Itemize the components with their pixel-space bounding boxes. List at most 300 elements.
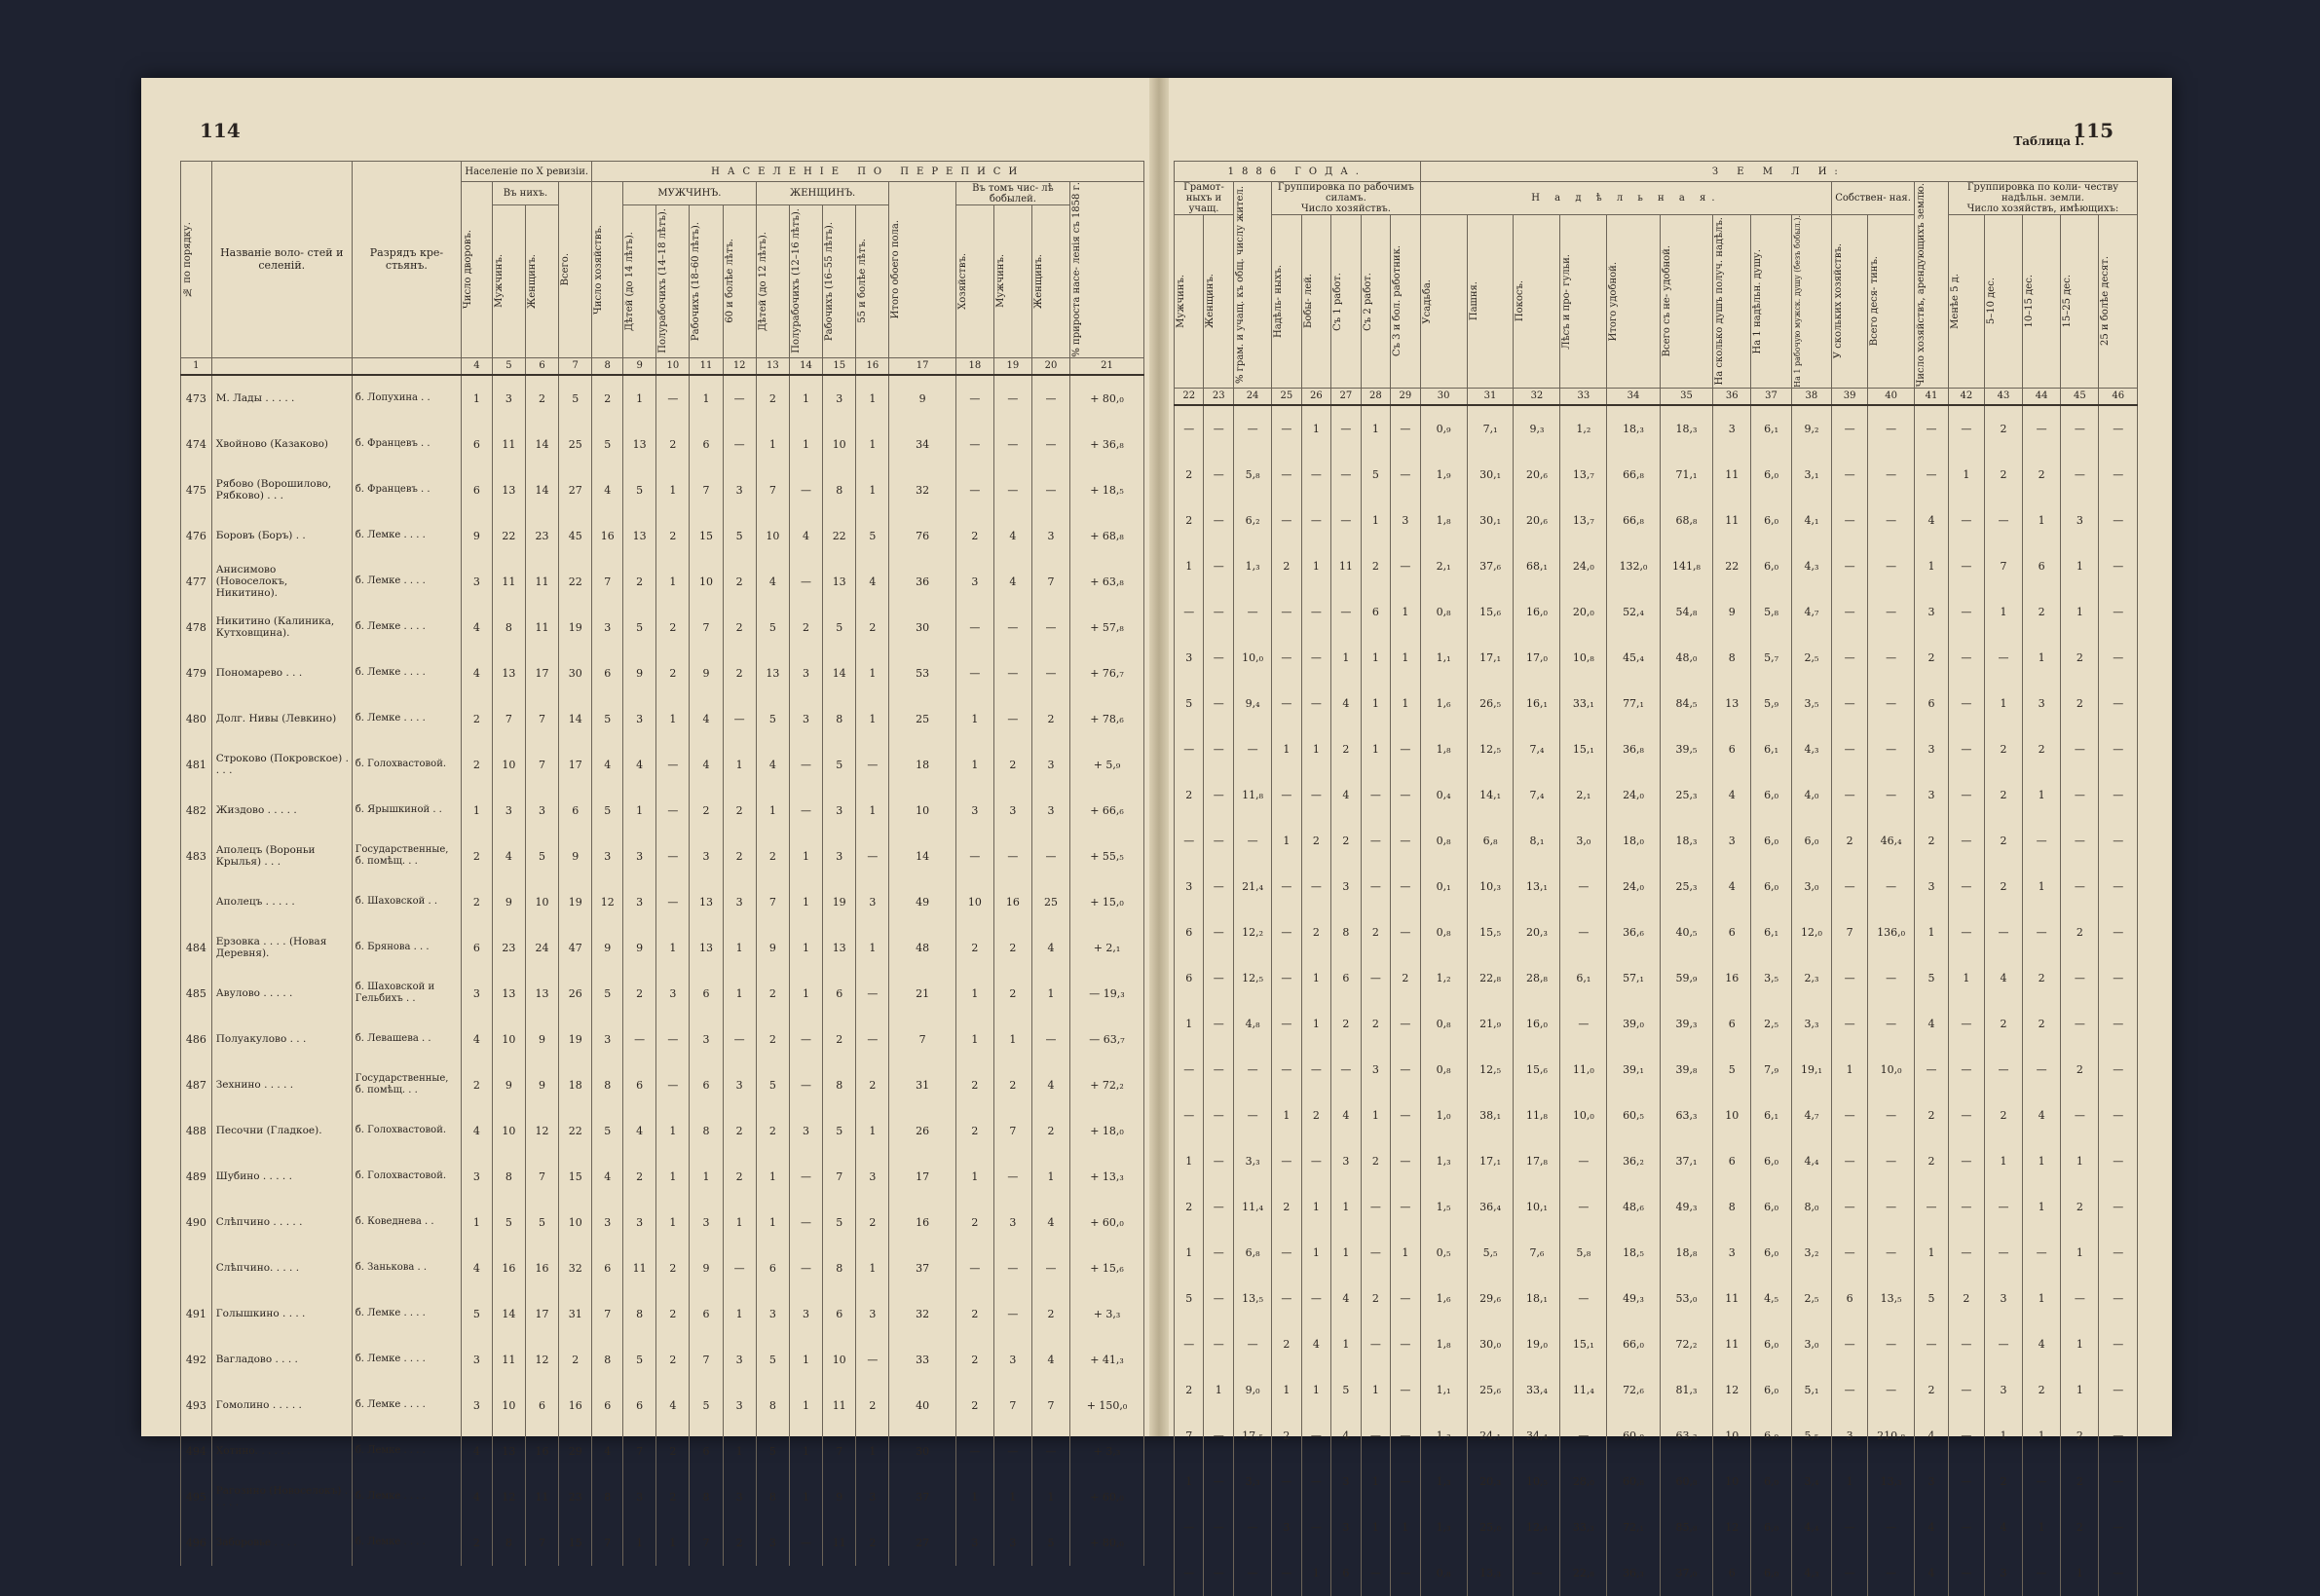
data-cell: 54,₈ xyxy=(1660,589,1712,635)
data-cell: 15,₁ xyxy=(1560,1321,1607,1367)
data-cell: 4 xyxy=(1915,1001,1949,1047)
data-cell: — xyxy=(656,1017,690,1062)
col-number: 40 xyxy=(1868,388,1915,405)
data-cell: 1 xyxy=(1301,1367,1330,1413)
data-cell: 37,₀ xyxy=(1660,1550,1712,1596)
data-cell: 2 xyxy=(955,1383,993,1429)
data-cell: 1,₃ xyxy=(1420,1413,1467,1459)
peasant-category: б. Лемке . . . . xyxy=(352,1429,461,1474)
data-cell: 11,₄ xyxy=(1233,1184,1271,1230)
hdr-women-rev: Женщинъ. xyxy=(525,205,558,358)
data-cell: 52,₄ xyxy=(1607,589,1660,635)
data-cell: 15,₁ xyxy=(1560,726,1607,772)
data-cell: 2 xyxy=(2023,1001,2061,1047)
data-cell: 5 xyxy=(592,788,623,834)
data-cell: — xyxy=(1204,955,1233,1001)
village-name: Заборовье . . . . xyxy=(211,1520,352,1566)
hdr-grp-3: Съ 3 и бол. работник. xyxy=(1391,215,1421,389)
data-cell: 1 xyxy=(993,1017,1031,1062)
data-cell: 1,₂ xyxy=(1420,955,1467,1001)
data-cell: 2 xyxy=(623,971,656,1017)
peasant-category: б. Лемке . . . . xyxy=(352,650,461,696)
data-cell: 16,₀ xyxy=(1514,1001,1560,1047)
data-cell: — xyxy=(1832,1550,1868,1596)
table-row xyxy=(1175,1504,2138,1550)
data-cell: 1 xyxy=(462,375,493,422)
data-cell: 0,₄ xyxy=(1420,772,1467,818)
row-number: 487 xyxy=(181,1062,212,1108)
col-number: 15 xyxy=(823,357,856,375)
data-cell: 9 xyxy=(492,1062,525,1108)
data-cell: — xyxy=(1331,405,1361,452)
data-cell: 17 xyxy=(889,1154,955,1200)
table-row xyxy=(1175,1459,2138,1504)
data-cell: 6 xyxy=(623,1062,656,1108)
data-cell: — xyxy=(1204,864,1233,909)
data-cell: 53 xyxy=(889,650,955,696)
data-cell: 2 xyxy=(462,1062,493,1108)
data-cell: 6,₀ xyxy=(1751,452,1791,498)
data-cell: 15 xyxy=(690,513,723,559)
data-cell: 2 xyxy=(462,834,493,879)
data-cell: — xyxy=(1868,635,1915,681)
village-name: Аполецъ . . . . . xyxy=(211,879,352,925)
data-cell: 3 xyxy=(1331,1504,1361,1550)
data-cell: 3 xyxy=(1832,1413,1868,1459)
data-cell: 5,₈ xyxy=(1751,589,1791,635)
data-cell: 3 xyxy=(1031,742,1069,788)
data-cell: 39,₀ xyxy=(1607,1001,1660,1047)
data-cell: 1 xyxy=(856,925,889,971)
data-cell: — xyxy=(1391,1093,1421,1138)
data-cell: 30 xyxy=(889,1429,955,1474)
data-cell: 3,₀ xyxy=(1791,864,1831,909)
hdr-own-hh: У скольких хозяйствъ. xyxy=(1832,215,1868,389)
row-number: 484 xyxy=(181,925,212,971)
data-cell: 0,₈ xyxy=(1420,1001,1467,1047)
data-cell: — xyxy=(1948,1550,1984,1596)
data-cell: — xyxy=(1204,1230,1233,1276)
data-cell: — xyxy=(1560,864,1607,909)
data-cell: 13,₁ xyxy=(1514,864,1560,909)
data-cell: 16 xyxy=(592,513,623,559)
data-cell: — xyxy=(1272,1276,1301,1321)
data-cell: — xyxy=(2061,1093,2099,1138)
data-cell: 2 xyxy=(1361,909,1390,955)
data-cell: — xyxy=(1233,1550,1271,1596)
data-cell: 6,₀ xyxy=(1751,498,1791,543)
data-cell: 4 xyxy=(1031,925,1069,971)
data-cell: 72,₂ xyxy=(1660,1321,1712,1367)
data-cell: — xyxy=(1175,726,1204,772)
data-cell: — xyxy=(993,422,1031,467)
data-cell: 3 xyxy=(623,1200,656,1245)
data-cell: + 80,₀ xyxy=(1070,375,1144,422)
data-cell: 1 xyxy=(789,1429,822,1474)
data-cell: 1 xyxy=(723,1200,756,1245)
data-cell: — xyxy=(2099,1001,2138,1047)
data-cell: 26 xyxy=(559,971,592,1017)
data-cell: + 76,₇ xyxy=(1070,650,1144,696)
data-cell: — xyxy=(1031,1429,1069,1474)
data-cell: — xyxy=(1233,818,1271,864)
data-cell: 1 xyxy=(1832,1047,1868,1093)
data-cell: — xyxy=(789,1062,822,1108)
table-row xyxy=(1175,1550,2138,1596)
data-cell: — xyxy=(1031,1017,1069,1062)
data-cell: — xyxy=(1948,1321,1984,1367)
data-cell: 4,₀ xyxy=(1791,772,1831,818)
data-cell: 2 xyxy=(993,971,1031,1017)
data-cell: 2 xyxy=(1301,1093,1330,1138)
hdr-grp-1: Съ 1 работ. xyxy=(1331,215,1361,389)
data-cell: 11 xyxy=(492,559,525,605)
data-cell: — xyxy=(1361,772,1390,818)
hdr-dushi: На сколько душъ получ. надѣлъ. xyxy=(1713,215,1751,389)
data-cell: — xyxy=(1948,1504,1984,1550)
hdr-households: Число хозяйствъ. xyxy=(592,182,623,358)
data-cell: 1 xyxy=(1915,909,1949,955)
data-cell: 4 xyxy=(1031,1337,1069,1383)
data-cell: 1,₃ xyxy=(1233,543,1271,589)
data-cell: 4 xyxy=(1331,772,1361,818)
data-cell: 13 xyxy=(623,422,656,467)
data-cell: 3 xyxy=(492,788,525,834)
data-cell: — xyxy=(1272,405,1301,452)
data-cell: 9,₀ xyxy=(1233,1367,1271,1413)
data-cell: 3,₅ xyxy=(1791,681,1831,726)
data-cell: 3 xyxy=(1984,1367,2022,1413)
data-cell: — xyxy=(656,742,690,788)
data-cell: 1,₆ xyxy=(1420,1276,1467,1321)
data-cell: 46,₄ xyxy=(1868,818,1915,864)
data-cell: — xyxy=(1868,1138,1915,1184)
table-row xyxy=(181,1062,1144,1108)
data-cell: 1 xyxy=(1948,955,1984,1001)
data-cell: 12,₅ xyxy=(1467,726,1514,772)
data-cell: 10,₀ xyxy=(1868,1047,1915,1093)
data-cell: 2 xyxy=(2023,452,2061,498)
data-cell: 8 xyxy=(492,605,525,650)
data-cell: 8,₁ xyxy=(1514,818,1560,864)
row-number: 490 xyxy=(181,1200,212,1245)
data-cell: 2 xyxy=(856,1520,889,1566)
data-cell: 1 xyxy=(656,1108,690,1154)
data-cell: 1 xyxy=(955,971,993,1017)
hdr-grp-bob: Бобы- лей. xyxy=(1301,215,1330,389)
col-number: 35 xyxy=(1660,388,1712,405)
hdr-category: Разрядъ кре- стьянъ. xyxy=(352,162,461,358)
data-cell: 3 xyxy=(2023,681,2061,726)
data-cell: 1 xyxy=(656,1200,690,1245)
data-cell: — xyxy=(1868,726,1915,772)
data-cell: 2 xyxy=(1301,909,1330,955)
data-cell: — xyxy=(1301,1413,1330,1459)
hdr-census-band: НАСЕЛЕНІЕ ПО ПЕРЕПИСИ xyxy=(592,162,1144,182)
data-cell: 13 xyxy=(525,971,558,1017)
data-cell: 2,₅ xyxy=(1791,635,1831,681)
data-cell: 4 xyxy=(462,650,493,696)
data-cell: 2 xyxy=(993,1062,1031,1108)
data-cell: 34 xyxy=(889,422,955,467)
data-cell: 7 xyxy=(823,1429,856,1474)
data-cell: — xyxy=(1391,1138,1421,1184)
data-cell: 1 xyxy=(1391,681,1421,726)
data-cell: 2 xyxy=(1984,864,2022,909)
data-cell: 1 xyxy=(789,834,822,879)
data-cell: 1 xyxy=(2061,1138,2099,1184)
col-number: 43 xyxy=(1984,388,2022,405)
data-cell: 11 xyxy=(823,1383,856,1429)
data-cell: — xyxy=(1331,452,1361,498)
table-row xyxy=(1175,772,2138,818)
table-label: Таблица I. xyxy=(2013,134,2084,148)
data-cell: 20,₆ xyxy=(1514,498,1560,543)
data-cell: 11 xyxy=(525,605,558,650)
data-cell: 9 xyxy=(690,1245,723,1291)
data-cell: — xyxy=(1272,452,1301,498)
data-cell: 4 xyxy=(592,467,623,513)
data-cell: — xyxy=(1948,1230,1984,1276)
data-cell: — xyxy=(1391,772,1421,818)
data-cell: — xyxy=(1948,1047,1984,1093)
data-cell: 1 xyxy=(1331,1184,1361,1230)
peasant-category: б. Францевъ . . xyxy=(352,422,461,467)
data-cell: + 66,₆ xyxy=(1070,788,1144,834)
data-cell: — xyxy=(1175,1321,1204,1367)
data-cell: 1 xyxy=(789,971,822,1017)
data-cell: 7 xyxy=(525,742,558,788)
data-cell: 11 xyxy=(623,1245,656,1291)
data-cell: 2 xyxy=(1175,772,1204,818)
data-cell: + 150,₀ xyxy=(1070,1383,1144,1429)
data-cell: 1 xyxy=(1175,1230,1204,1276)
data-cell: 2 xyxy=(723,1520,756,1566)
data-cell: 1 xyxy=(1175,1459,1204,1504)
table-row xyxy=(1175,1321,2138,1367)
data-cell: 1,₈ xyxy=(1420,726,1467,772)
data-cell: 32 xyxy=(559,1245,592,1291)
data-cell: 17 xyxy=(525,650,558,696)
data-cell: 21,₉ xyxy=(1467,1001,1514,1047)
data-cell: 2 xyxy=(1031,696,1069,742)
data-cell: 1 xyxy=(1331,1321,1361,1367)
data-cell: 2 xyxy=(2023,589,2061,635)
col-number: 17 xyxy=(889,357,955,375)
data-cell: 1,₁ xyxy=(1420,635,1467,681)
data-cell: 5 xyxy=(623,467,656,513)
data-cell: 6 xyxy=(1331,1550,1361,1596)
data-cell: 2 xyxy=(955,1337,993,1383)
data-cell: 2 xyxy=(1915,1138,1949,1184)
data-cell: 1 xyxy=(1031,1154,1069,1200)
data-cell: 3,₀ xyxy=(1560,818,1607,864)
data-cell: 2 xyxy=(993,925,1031,971)
data-cell: — xyxy=(2099,726,2138,772)
data-cell: — xyxy=(1391,1459,1421,1504)
data-cell: — xyxy=(1948,1459,1984,1504)
table-row xyxy=(181,1017,1144,1062)
data-cell: 37,₁ xyxy=(1660,1138,1712,1184)
data-cell: — xyxy=(993,1429,1031,1474)
data-cell: 4 xyxy=(690,742,723,788)
data-cell: 25 xyxy=(889,696,955,742)
data-cell: 1 xyxy=(2023,772,2061,818)
data-cell: 4,₃ xyxy=(1791,543,1831,589)
data-cell: 3 xyxy=(462,971,493,1017)
data-cell: — xyxy=(656,879,690,925)
data-cell: 3 xyxy=(2061,498,2099,543)
data-cell: 15,₆ xyxy=(1467,589,1514,635)
data-cell: — xyxy=(2099,772,2138,818)
data-cell: — xyxy=(1361,1413,1390,1459)
peasant-category: б. Лемке . . . . xyxy=(352,1474,461,1520)
data-cell: — xyxy=(993,467,1031,513)
data-cell: — xyxy=(1204,543,1233,589)
data-cell: 3 xyxy=(993,1520,1031,1566)
data-cell: 1 xyxy=(1984,681,2022,726)
data-cell: 13 xyxy=(756,650,789,696)
data-cell: 1 xyxy=(1391,635,1421,681)
data-cell: 11 xyxy=(492,422,525,467)
peasant-category: б. Лемке . . . . xyxy=(352,696,461,742)
table-row xyxy=(1175,1093,2138,1138)
data-cell: 6,₁ xyxy=(1751,909,1791,955)
data-cell: 49,₃ xyxy=(1607,1276,1660,1321)
data-cell: 2 xyxy=(1361,1001,1390,1047)
col-number: 37 xyxy=(1751,388,1791,405)
data-cell: 9 xyxy=(756,925,789,971)
data-cell: 2 xyxy=(1301,818,1330,864)
village-name: Гомолино . . . . . xyxy=(211,1383,352,1429)
table-row xyxy=(1175,681,2138,726)
data-cell: 14 xyxy=(525,467,558,513)
peasant-category: б. Шаховской и Гельбихъ . . xyxy=(352,971,461,1017)
hdr-w3: Рабочихъ (16–55 лѣтъ). xyxy=(823,205,856,358)
data-cell: — xyxy=(1391,726,1421,772)
data-cell: 12 xyxy=(1713,1367,1751,1413)
data-cell: — xyxy=(1868,589,1915,635)
data-cell: 3 xyxy=(723,467,756,513)
data-cell: 5 xyxy=(756,1062,789,1108)
data-cell: 1 xyxy=(789,1474,822,1520)
left-column-numbers xyxy=(181,357,1144,375)
data-cell: — xyxy=(955,650,993,696)
data-cell: — xyxy=(2099,1550,2138,1596)
data-cell: 17 xyxy=(559,742,592,788)
data-cell: 14 xyxy=(525,422,558,467)
data-cell: — xyxy=(789,788,822,834)
table-row xyxy=(1175,1184,2138,1230)
data-cell: 1 xyxy=(2061,1230,2099,1276)
data-cell: 4 xyxy=(623,1108,656,1154)
data-cell: 3 xyxy=(823,834,856,879)
data-cell: — xyxy=(2023,1550,2061,1596)
data-cell: — xyxy=(1560,909,1607,955)
data-cell: — xyxy=(1948,1184,1984,1230)
right-table xyxy=(1174,161,2138,1596)
data-cell: 7 xyxy=(592,559,623,605)
data-cell: + 13,₃ xyxy=(1070,1154,1144,1200)
data-cell: 9 xyxy=(823,1474,856,1520)
data-cell: 1 xyxy=(856,1245,889,1291)
data-cell: 1,₃ xyxy=(1420,1459,1467,1504)
data-cell: 37,₆ xyxy=(1467,543,1514,589)
data-cell: 8 xyxy=(756,1383,789,1429)
peasant-category: б. Лемке . . . . xyxy=(352,1337,461,1383)
table-row xyxy=(181,375,1144,422)
data-cell: — xyxy=(1868,1184,1915,1230)
table-row xyxy=(181,422,1144,467)
data-cell: — xyxy=(656,834,690,879)
peasant-category: б. Занькова . . xyxy=(352,1245,461,1291)
data-cell: 1 xyxy=(1301,955,1330,1001)
hdr-grp-allot-land-sub: Число хозяйствъ, имѣющихъ: xyxy=(1966,204,2119,214)
left-page-number: 114 xyxy=(200,119,241,142)
data-cell: 13,₃ xyxy=(1868,1459,1915,1504)
data-cell: 5,₉ xyxy=(1751,681,1791,726)
data-cell: 11 xyxy=(525,559,558,605)
data-cell: 4 xyxy=(1915,1504,1949,1550)
data-cell: — xyxy=(1361,864,1390,909)
data-cell: 1 xyxy=(1301,726,1330,772)
data-cell: 12,₅ xyxy=(1233,955,1271,1001)
data-cell: 72,₆ xyxy=(1607,1367,1660,1413)
data-cell: 1 xyxy=(1361,1504,1390,1550)
data-cell: 3,₁ xyxy=(1791,452,1831,498)
col-number: 29 xyxy=(1391,388,1421,405)
data-cell: 12 xyxy=(525,1108,558,1154)
data-cell: — xyxy=(1204,681,1233,726)
data-cell: 5 xyxy=(525,834,558,879)
data-cell: 16 xyxy=(993,879,1031,925)
data-cell: 2 xyxy=(656,1245,690,1291)
data-cell: 4,₄ xyxy=(1791,1504,1831,1550)
data-cell: 4 xyxy=(993,513,1031,559)
row-number: 489 xyxy=(181,1154,212,1200)
hdr-bob-hh: Хозяйствъ. xyxy=(955,205,993,358)
data-cell: 2 xyxy=(856,1062,889,1108)
data-cell: 3 xyxy=(856,879,889,925)
data-cell: 2 xyxy=(1832,818,1868,864)
data-cell: — xyxy=(2023,1459,2061,1504)
hdr-rev-sub: Въ нихъ. xyxy=(492,182,558,205)
data-cell: — xyxy=(789,1520,822,1566)
data-cell: 29 xyxy=(559,1429,592,1474)
data-cell: 4 xyxy=(592,742,623,788)
data-cell: — xyxy=(2099,498,2138,543)
data-cell: 2 xyxy=(756,1017,789,1062)
data-cell: 13 xyxy=(823,925,856,971)
data-cell: 6,₀ xyxy=(1751,1550,1791,1596)
data-cell: 5,₅ xyxy=(1791,1413,1831,1459)
data-cell: — xyxy=(1301,1138,1330,1184)
data-cell: — xyxy=(1204,1413,1233,1459)
data-cell: 53,₀ xyxy=(1660,1276,1712,1321)
data-cell: — xyxy=(1204,1138,1233,1184)
data-cell: 9 xyxy=(525,1017,558,1062)
data-cell: 49,₃ xyxy=(1660,1184,1712,1230)
data-cell: 22 xyxy=(1713,543,1751,589)
table-row xyxy=(1175,909,2138,955)
hdr-na-dushu: На 1 надѣльн. душу. xyxy=(1751,215,1791,389)
data-cell: — xyxy=(1868,452,1915,498)
table-row xyxy=(1175,543,2138,589)
data-cell: 27 xyxy=(559,467,592,513)
data-cell: 10,₈ xyxy=(1560,635,1607,681)
data-cell: — xyxy=(1391,1367,1421,1413)
data-cell: 23 xyxy=(492,925,525,971)
